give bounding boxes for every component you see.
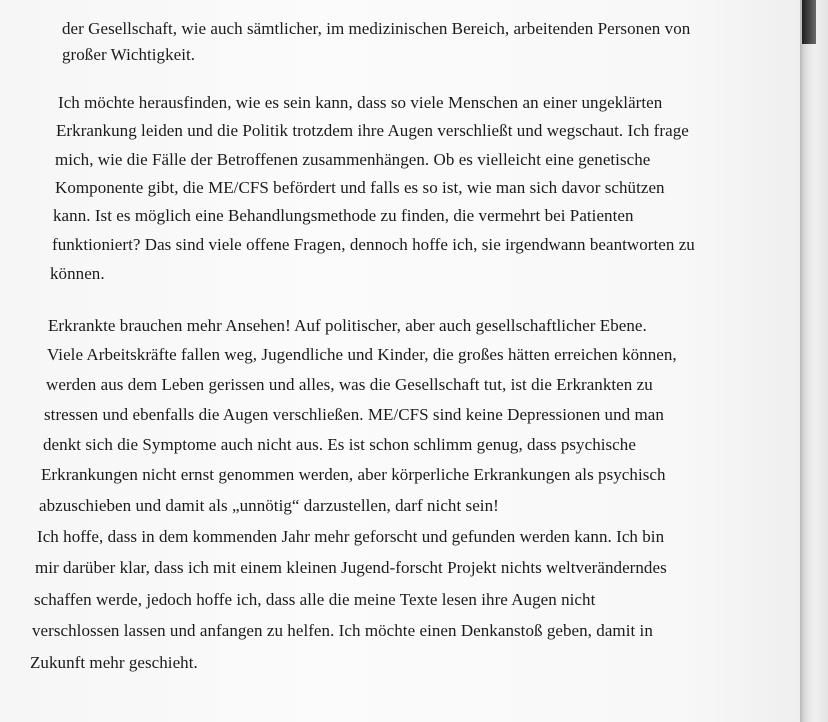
page-edge-shadow xyxy=(800,0,828,722)
text-line: Viele Arbeitskräfte fallen weg, Jugendliche und Kinder, die großes hätten erreichen können, xyxy=(47,345,677,364)
page-edge-mark xyxy=(802,0,816,44)
text-line: können. xyxy=(50,264,105,283)
text-line: werden aus dem Leben gerissen und alles, was die Gesellschaft tut, ist die Erkrankten zu xyxy=(46,375,653,394)
text-line: Komponente gibt, die ME/CFS befördert und falls es so ist, wie man sich davor schützen xyxy=(55,178,665,197)
text-line: denkt sich die Symptome auch nicht aus. Es ist schon schlimm genug, dass psychische xyxy=(43,435,636,454)
text-line: schaffen werde, jedoch hoffe ich, dass alle die meine Texte lesen ihre Augen nicht xyxy=(34,590,596,609)
text-line: kann. Ist es möglich eine Behandlungsmethode zu finden, die vermehrt bei Patienten xyxy=(53,206,634,225)
text-line: funktioniert? Das sind viele offene Fragen, dennoch hoffe ich, sie irgendwann beantworten zu xyxy=(52,235,695,254)
text-line: Ich hoffe, dass in dem kommenden Jahr mehr geforscht und gefunden werden kann. Ich bin xyxy=(37,527,665,546)
text-line: Zukunft mehr geschieht. xyxy=(30,653,198,672)
text-line: Erkrankungen nicht ernst genommen werden, aber körperliche Erkrankungen als psychisch xyxy=(41,465,666,484)
text-line: abzuschieben und damit als „unnötig“ darzustellen, darf nicht sein! xyxy=(39,496,499,515)
text-line: Erkrankung leiden und die Politik trotzdem ihre Augen verschließt und wegschaut. Ich frage xyxy=(56,121,689,140)
text-line: verschlossen lassen und anfangen zu helfen. Ich möchte einen Denkanstoß geben, damit in xyxy=(32,621,653,640)
text-line: Erkrankte brauchen mehr Ansehen! Auf politischer, aber auch gesellschaftlicher Ebene. xyxy=(48,316,647,335)
text-line: großer Wichtigkeit. xyxy=(62,45,196,64)
text-line: mich, wie die Fälle der Betroffenen zusammenhängen. Ob es vielleicht eine genetische xyxy=(55,150,651,169)
text-line: mir darüber klar, dass ich mit einem kleinen Jugend-forscht Projekt nichts weltveränderndes xyxy=(35,558,667,577)
text-line: Ich möchte herausfinden, wie es sein kann, dass so viele Menschen an einer ungeklärten xyxy=(58,93,663,112)
text-line: der Gesellschaft, wie auch sämtlicher, im medizinischen Bereich, arbeitenden Personen von xyxy=(62,19,691,38)
text-line: stressen und ebenfalls die Augen verschließen. ME/CFS sind keine Depressionen und man xyxy=(44,405,664,424)
